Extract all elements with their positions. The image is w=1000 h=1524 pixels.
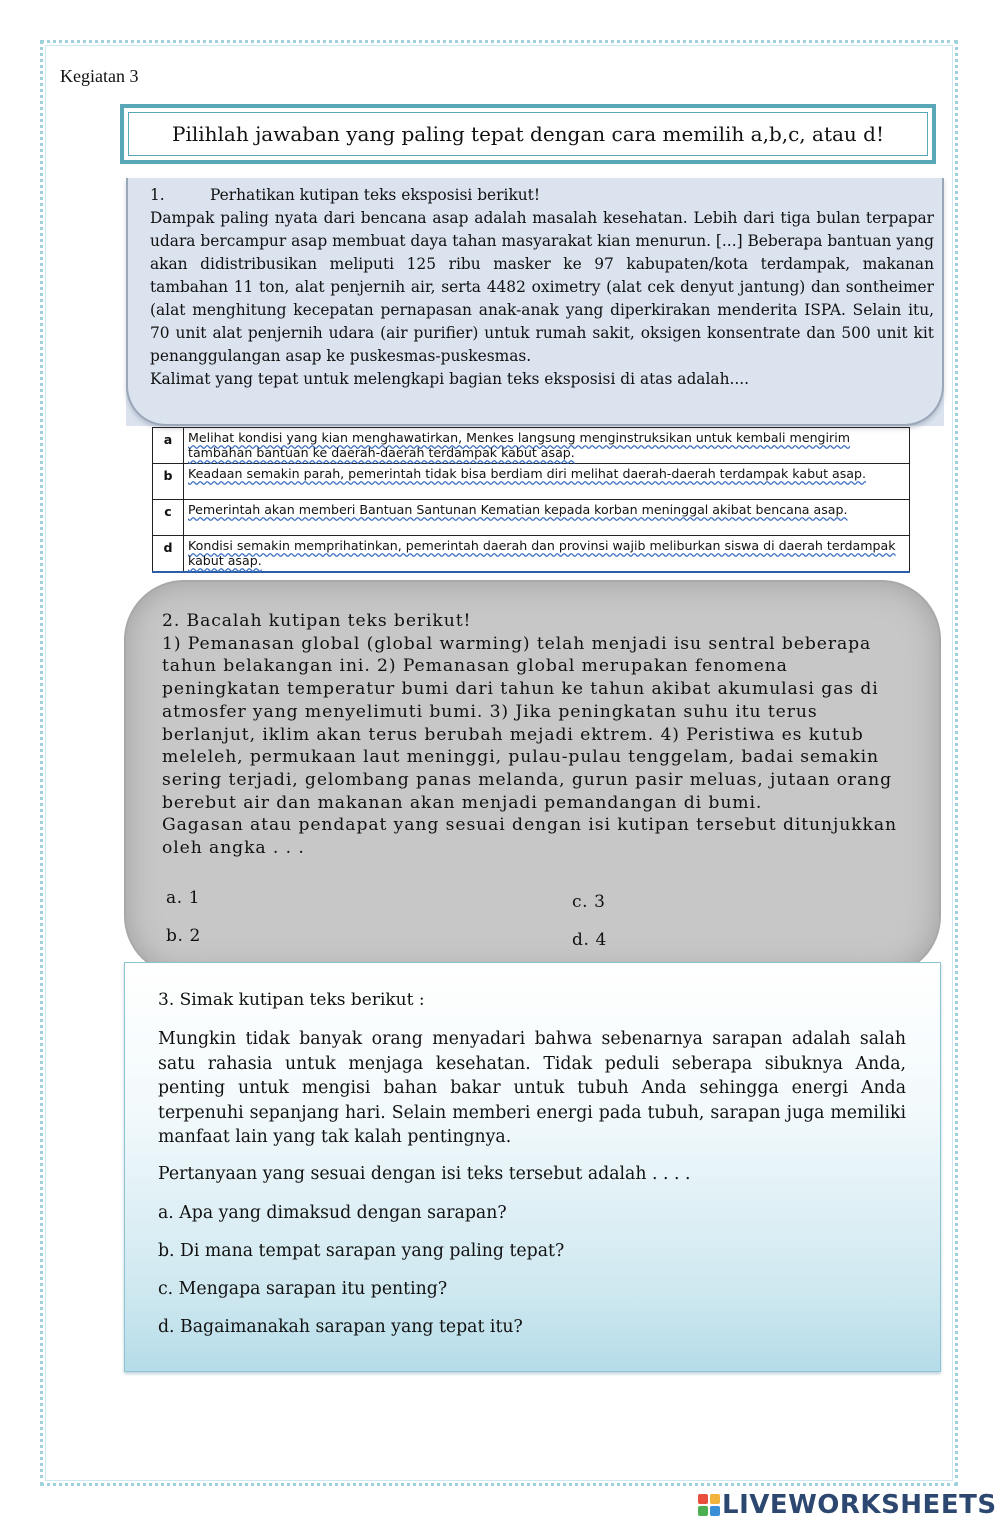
- instruction-box: [120, 104, 936, 164]
- question-1-heading: [150, 184, 934, 207]
- logo-square: [698, 1506, 708, 1516]
- question-2-passage: 1) Pemanasan global (global warming) telah menjadi isu sentral beberapa tahun belakangan ini. 2) Pemanasan global merupakan fenomena peningkatan temperatur bumi dari tahun ke tahun akibat akumulasi gas di atmosfer yang menyelimuti bumi. 3) Jika peningkatan suhu itu terus berlanjut, iklim akan terus berubah mejadi ektrem. 4) Peristiwa es kutub meleleh, permukaan laut meninggi, pulau-pulau tenggelam, badai semakin sering terjadi, gelombang panas melanda, gurun pasir meluas, jutaan orang berebut air dan makanan akan menjadi pemandangan di bumi.: [162, 633, 893, 813]
- option-row[interactable]: [153, 536, 910, 573]
- option-row[interactable]: [153, 500, 910, 536]
- question-2-title: 2. Bacalah kutipan teks berikut!: [162, 611, 472, 631]
- question-3-option-b[interactable]: b. Di mana tempat sarapan yang paling tepat?: [158, 1241, 565, 1261]
- question-1-prompt: Perhatikan kutipan teks eksposisi berikut!: [210, 186, 541, 204]
- question-3-question: Pertanyaan yang sesuai dengan isi teks tersebut adalah . . . .: [158, 1164, 691, 1184]
- logo-text: LIVEWORKSHEETS: [722, 1490, 997, 1520]
- question-3-option-c[interactable]: c. Mengapa sarapan itu penting?: [158, 1279, 448, 1299]
- question-3-passage: Mungkin tidak banyak orang menyadari bahwa sebenarnya sarapan adalah salah satu rahasia untuk menjaga kesehatan. Tidak peduli seberapa sibuknya Anda, penting untuk mengisi bahan bakar untuk tubuh Anda sehingga energi Anda terpenuhi sepanjang hari. Selain memberi energi pada tubuh, sarapan juga memiliki manfaat lain yang tak kalah pentingnya.: [158, 1029, 906, 1148]
- option-letter[interactable]: c: [153, 500, 184, 536]
- question-2-option-a[interactable]: a. 1: [166, 888, 201, 908]
- option-letter[interactable]: b: [153, 464, 184, 500]
- option-text[interactable]: Pemerintah akan memberi Bantuan Santunan Kematian kepada korban meninggal akibat bencana asap.: [184, 500, 910, 536]
- question-2-option-d[interactable]: d. 4: [572, 930, 607, 950]
- logo-square: [710, 1506, 720, 1516]
- question-3-title: 3. Simak kutipan teks berikut :: [158, 990, 425, 1010]
- question-1-number: 1.: [150, 186, 165, 204]
- question-1-text: [150, 184, 934, 391]
- option-text[interactable]: Kondisi semakin memprihatinkan, pemerintah daerah dan provinsi wajib meliburkan siswa di daerah terdampak kabut asap.: [184, 536, 910, 573]
- option-text[interactable]: Keadaan semakin parah, pemerintah tidak bisa berdiam diri melihat daerah-daerah terdampak kabut asap.: [184, 464, 910, 500]
- activity-label: Kegiatan 3: [60, 66, 139, 86]
- question-3-option-a[interactable]: a. Apa yang dimaksud dengan sarapan?: [158, 1203, 507, 1223]
- logo-square: [710, 1494, 720, 1504]
- logo-mark-icon: [698, 1494, 720, 1516]
- option-letter[interactable]: d: [153, 536, 184, 573]
- instruction-text: Pilihlah jawaban yang paling tepat dengan cara memilih a,b,c, atau d!: [128, 112, 928, 156]
- question-1-options-table: [152, 427, 910, 573]
- option-row[interactable]: [153, 428, 910, 464]
- logo-square: [698, 1494, 708, 1504]
- question-2-question: Gagasan atau pendapat yang sesuai dengan isi kutipan tersebut ditunjukkan oleh angka . . .: [162, 815, 897, 859]
- question-2-option-b[interactable]: b. 2: [166, 926, 201, 946]
- option-letter[interactable]: a: [153, 428, 184, 464]
- question-1-question: Kalimat yang tepat untuk melengkapi bagian teks eksposisi di atas adalah....: [150, 370, 750, 388]
- question-1-panel: [126, 178, 944, 426]
- option-row[interactable]: [153, 464, 910, 500]
- liveworksheets-logo[interactable]: [698, 1490, 997, 1520]
- question-3-option-d[interactable]: d. Bagaimanakah sarapan yang tepat itu?: [158, 1317, 523, 1337]
- option-text[interactable]: Melihat kondisi yang kian menghawatirkan, Menkes langsung menginstruksikan untuk kembali mengirim tambahan bantuan ke daerah-daerah terdampak kabut asap.: [184, 428, 910, 464]
- question-2-option-c[interactable]: c. 3: [572, 892, 606, 912]
- question-2-text: [162, 610, 912, 860]
- question-1-passage: Dampak paling nyata dari bencana asap adalah masalah kesehatan. Lebih dari tiga bulan terpapar udara bercampur asap membuat daya tahan masyarakat kian menurun. [...] Beberapa bantuan yang akan didistribusikan meliputi 125 ribu masker ke 97 kabupaten/kota terdampak, makanan tambahan 11 ton, alat penjernih air, serta 4482 oximetry (alat cek denyut jantung) dan sontheimer (alat menghitung kecepatan pernapasan anak-anak yang diperkirakan menderita ISPA. Selain itu, 70 unit alat penjernih udara (air purifier) untuk rumah sakit, oksigen konsentrate dan 500 unit kit penanggulangan asap ke puskesmas-puskesmas.: [150, 209, 934, 365]
